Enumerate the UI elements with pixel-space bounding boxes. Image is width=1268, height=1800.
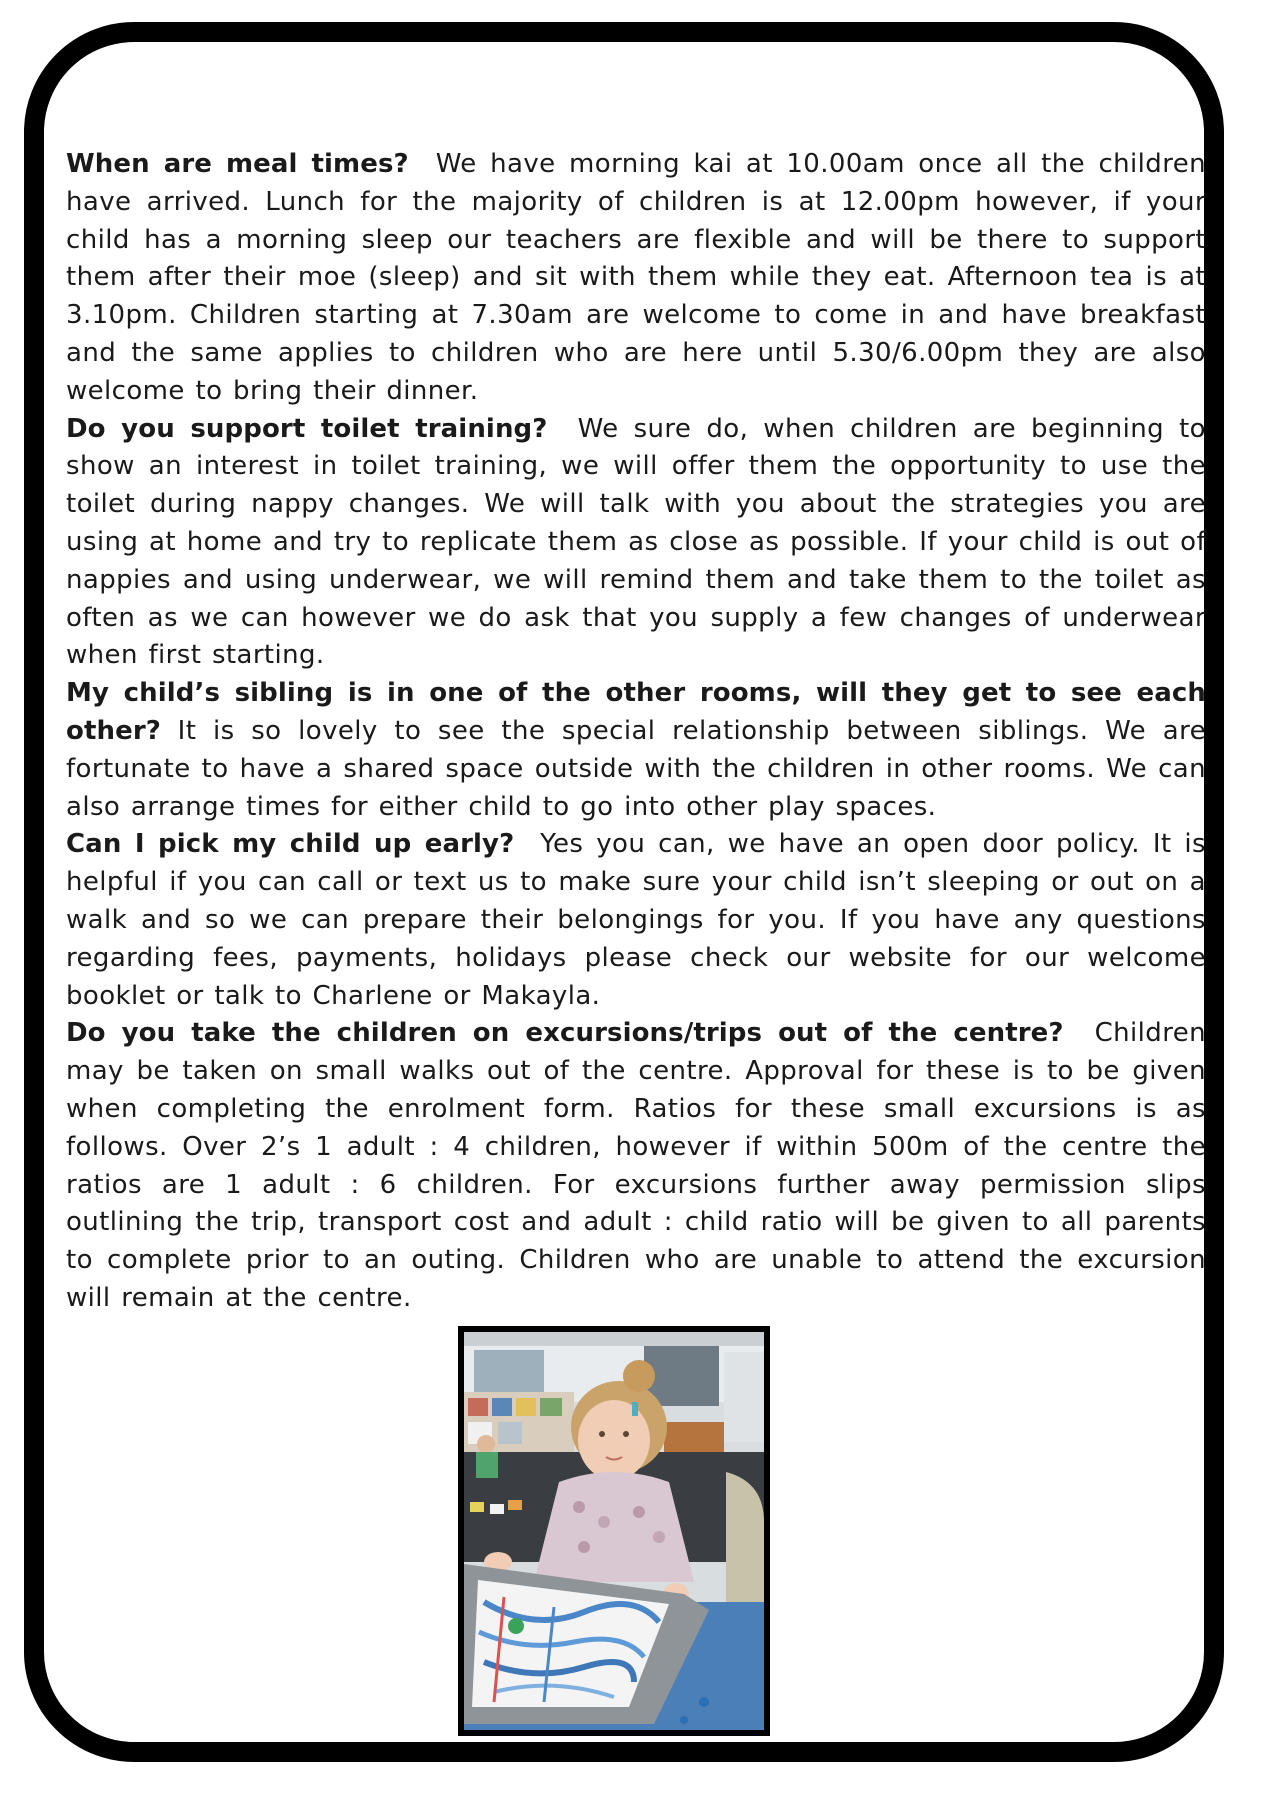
faq-answer: We sure do, when children are beginning to show an interest in toilet training, we will offer them the opportunity to use the toilet during nappy changes. We will talk with you about the strategies you are using at home and try to replicate them as close as possible. If your child is out of nappies and using underwear, we will remind them and take them to the toilet as often as we can however we do ask that you supply a few changes of underwear when first starting. [66,413,1206,671]
photo-illustration [464,1332,764,1730]
child-painting-photo [458,1326,770,1736]
faq-answer: Children may be taken on small walks out of the centre. Approval for these is to be given when completing the enrolment form. Ratios for these small excursions is as follows. Over 2’s 1 adult : 4 children, however if within 500m of the centre the ratios are 1 adult : 6 children. For excursions further away permission slips outlining the trip, transport cost and adult : child ratio will be given to all parents to complete prior to an outing. Children who are unable to attend the excursion will remain at the centre. [66,1018,1206,1313]
faq-meal-times [66,146,1206,411]
faq-question: Do you take the children on excursions/trips out of the centre? [66,1018,1064,1049]
faq-question: When are meal times? [66,149,409,179]
faq-toilet-training [66,411,1206,676]
faq-question: Do you support toilet training? [66,413,548,444]
faq-siblings [66,675,1206,826]
faq-answer: Yes you can, we have an open door policy. It is helpful if you can call or text us to make sure your child isn’t sleeping or out on a walk and so we can prepare their belongings for you. If you have any questions regarding fees, payments, holidays please check our website for our welcome booklet or talk to Charlene or Makayla. [66,829,1206,1011]
faq-content [66,146,1206,1318]
faq-excursions [66,1015,1206,1317]
faq-question: My child’s sibling is in one of the other rooms, will they get to see each other? [66,678,1206,746]
faq-answer: It is so lovely to see the special relationship between siblings. We are fortunate to have a shared space outside with the children in other rooms. We can also arrange times for either child to go into other play spaces. [66,715,1206,822]
faq-early-pickup [66,826,1206,1015]
faq-question: Can I pick my child up early? [66,829,515,860]
faq-answer: We have morning kai at 10.00am once all the children have arrived. Lunch for the majority of children is at 12.00pm however, if your child has a morning sleep our teachers are flexible and will be there to support them after their moe (sleep) and sit with them while they eat. Afternoon tea is at 3.10pm. Children starting at 7.30am are welcome to come in and have breakfast and the same applies to children who are here until 5.30/6.00pm they are also welcome to bring their dinner. [66,149,1206,406]
